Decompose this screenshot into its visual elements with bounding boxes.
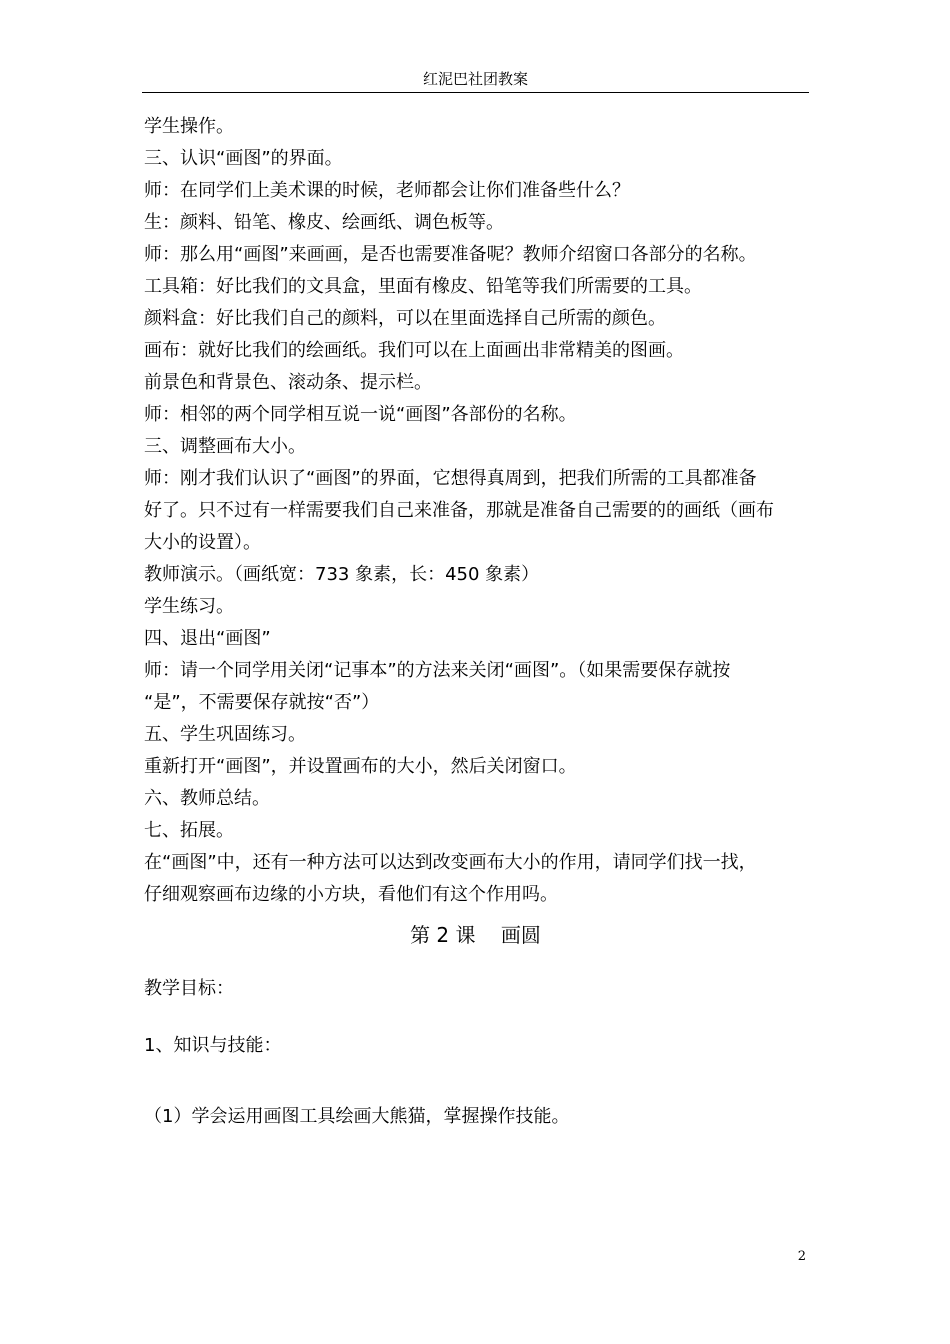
- text-line: 七、拓展。: [144, 820, 234, 841]
- document-body: [144, 111, 814, 911]
- text-line: 六、教师总结。: [144, 788, 270, 809]
- text-line: 仔细观察画布边缘的小方块，看他们有这个作用吗。: [144, 884, 558, 905]
- text-line: 重新打开“画图”，并设置画布的大小，然后关闭窗口。: [144, 756, 577, 777]
- text-line: 师：刚才我们认识了“画图”的界面，它想得真周到，把我们所需的工具都准备: [144, 468, 757, 489]
- knowledge-skills-heading: 1、知识与技能：: [144, 1035, 282, 1056]
- text-line: 师：请一个同学用关闭“记事本”的方法来关闭“画图”。（如果需要保存就按: [144, 660, 731, 681]
- text-line: 学生练习。: [144, 596, 234, 617]
- lesson-title: 第 2 课 画圆: [410, 923, 541, 947]
- text-line: 四、退出“画图”: [144, 628, 271, 649]
- text-line: 师：相邻的两个同学相互说一说“画图”各部份的名称。: [144, 404, 577, 425]
- text-line: 工具箱：好比我们的文具盒，里面有橡皮、铅笔等我们所需要的工具。: [144, 276, 702, 297]
- text-line: 学生操作。: [144, 116, 234, 137]
- text-line: 在“画图”中，还有一种方法可以达到改变画布大小的作用，请同学们找一找，: [144, 852, 757, 873]
- text-line: 好了。只不过有一样需要我们自己来准备，那就是准备自己需要的的画纸（画布: [144, 500, 774, 521]
- page-number: 2: [797, 1249, 806, 1264]
- text-line: 五、学生巩固练习。: [144, 724, 306, 745]
- page-header: 红泥巴社团教案: [142, 70, 809, 93]
- text-line: 三、认识“画图”的界面。: [144, 148, 343, 169]
- text-line: “是”，不需要保存就按“否”）: [144, 692, 380, 713]
- text-line: 画布：就好比我们的绘画纸。我们可以在上面画出非常精美的图画。: [144, 340, 684, 361]
- objective-item: （1）学会运用画图工具绘画大熊猫，掌握操作技能。: [144, 1106, 570, 1127]
- text-line: 师：在同学们上美术课的时候，老师都会让你们准备些什么？: [144, 180, 630, 201]
- text-line: 大小的设置）。: [144, 532, 261, 553]
- text-line: 教师演示。（画纸宽：733 象素，长：450 象素）: [144, 564, 540, 585]
- text-line: 颜料盒：好比我们自己的颜料，可以在里面选择自己所需的颜色。: [144, 308, 666, 329]
- text-line: 生：颜料、铅笔、橡皮、绘画纸、调色板等。: [144, 212, 504, 233]
- objectives-label: 教学目标：: [144, 978, 234, 999]
- text-line: 师：那么用“画图”来画画，是否也需要准备呢？教师介绍窗口各部分的名称。: [144, 244, 757, 265]
- text-line: 前景色和背景色、滚动条、提示栏。: [144, 372, 432, 393]
- text-line: 三、调整画布大小。: [144, 436, 306, 457]
